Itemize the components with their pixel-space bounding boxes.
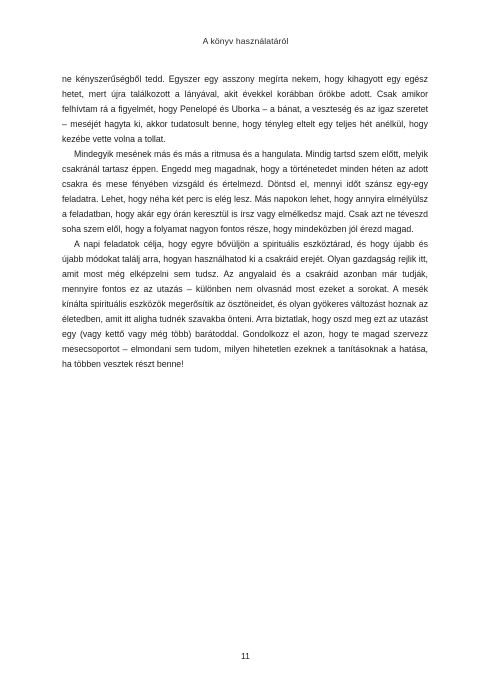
page-number: 11 bbox=[241, 651, 250, 661]
paragraph-1: ne kényszerűségből tedd. Egyszer egy asszony megírta nekem, hogy kihagyott egy egész hetet, mert újra találkozott a lányával, akit évekkel korábban örökbe adott. Csak amikor felhívtam rá a figyelmét, hogy Penelopé és Uborka – a bánat, a veszteség és az igaz szeretet – meséjét hagyta ki, akkor tudatosult benne, hogy tényleg eltelt egy teljes hét anélkül, hogy kezébe vette volna a tollat. bbox=[62, 74, 428, 144]
paragraph-3: A napi feladatok célja, hogy egyre bővüljön a spirituális eszköztárad, és hogy újabb és újabb módokat találj arra, hogyan használhatod ki a csakráid erejét. Olyan gazdagság rejlik itt, amit most még elképzelni sem tudsz. Az angyalaid és a csakráid azonban már tudják, mennyire fontos ez az utazás – különben nem olvasnád most ezeket a sorokat. A mesék kínálta spirituális eszközök megerősítik az ösztöneidet, és olyan gyökeres változást hoznak az életedben, amit itt aligha tudnék szavakba önteni. Arra biztatlak, hogy oszd meg ezt az utazást egy (vagy kettő vagy még több) barátoddal. Gondolkozz el azon, hogy te magad szervezz mesecsoportot – elmondani sem tudom, milyen hihetetlen ezeknek a tanításoknak a hatása, ha többen vesztek részt benne! bbox=[62, 239, 428, 369]
body-text bbox=[62, 72, 428, 372]
paragraph-2: Mindegyik mesének más és más a ritmusa és a hangulata. Mindig tartsd szem előtt, melyik csakránál tartasz éppen. Engedd meg magadnak, hogy a történetedet minden héten az adott csakra és mese fényében vizsgáld és értelmezd. Döntsd el, mennyi időt szánsz egy-egy feladatra. Lehet, hogy néha két perc is elég lesz. Más napokon lehet, hogy annyira elmélyülsz a feladatban, hogy akár egy órán keresztül is írsz vagy elmélkedsz majd. Csak azt ne téveszd soha szem elől, hogy a folyamat nagyon fontos része, hogy mindeközben jól érezd magad. bbox=[62, 149, 428, 234]
running-header: A könyv használatáról bbox=[202, 36, 289, 46]
